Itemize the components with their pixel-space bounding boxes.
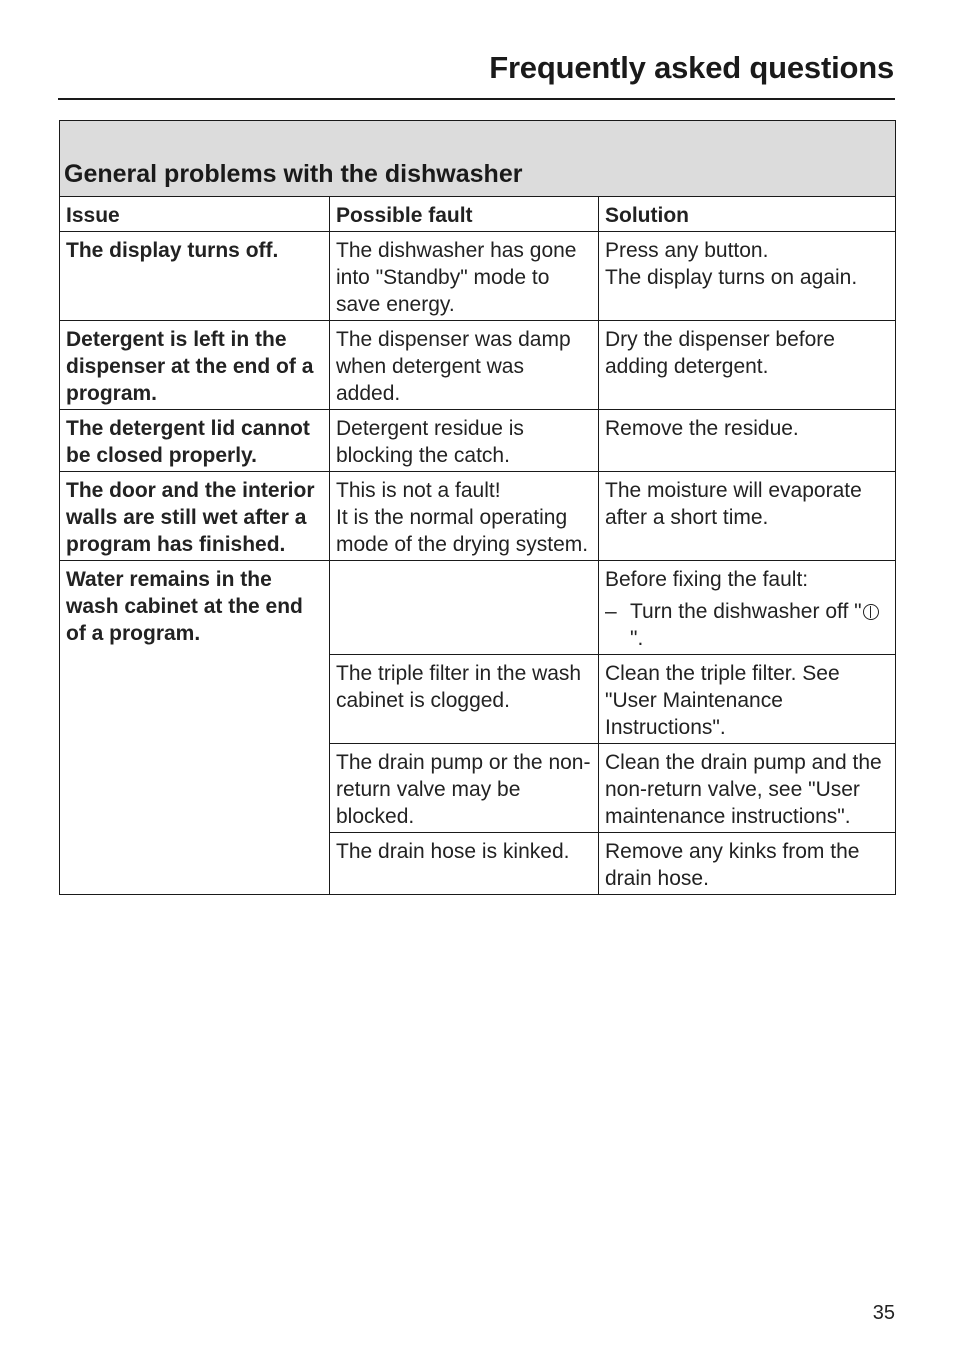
fault-cell: The triple filter in the wash cabinet is clogged.: [330, 655, 599, 744]
fault-cell: [330, 321, 599, 410]
solution-cell: [599, 232, 896, 321]
issue-cell: The door and the interior walls are still wet after a program has finished.: [60, 472, 330, 561]
fault-cell: The drain hose is kinked.: [330, 833, 599, 895]
issue-cell: Water remains in the wash cabinet at the end of a program.: [60, 561, 330, 895]
solution-text: Press any button.: [605, 239, 769, 262]
fault-cell: [330, 472, 599, 561]
solution-cell: [599, 321, 896, 410]
fault-cell: [330, 232, 599, 321]
solution-cell: Remove any kinks from the drain hose.: [599, 833, 896, 895]
power-icon: [863, 604, 879, 620]
solution-cell: [599, 561, 896, 655]
solution-cell: [599, 410, 896, 472]
fault-text: This is not a fault!: [336, 479, 501, 502]
fault-text: The dishwasher has gone into "Standby" mode to save energy.: [336, 239, 577, 316]
table-row: [60, 321, 896, 410]
issue-cell: The display turns off.: [60, 232, 330, 321]
solution-cell: Clean the drain pump and the non-return valve, see "User maintenance instructions".: [599, 744, 896, 833]
faq-table: [59, 120, 896, 895]
fault-cell: [330, 410, 599, 472]
table-row: [60, 410, 896, 472]
section-heading: General problems with the dishwasher: [60, 121, 896, 197]
page-number: 35: [872, 1302, 895, 1324]
column-header-row: [60, 197, 896, 232]
solution-cell: Clean the triple filter. See "User Maintenance Instructions".: [599, 655, 896, 744]
solution-text: Dry the dispenser before adding detergent.: [605, 328, 835, 378]
fault-text: Detergent residue is blocking the catch.: [336, 417, 524, 467]
column-header-issue: Issue: [60, 197, 330, 232]
title-divider: [58, 98, 895, 100]
solution-text: Remove the residue.: [605, 417, 799, 440]
column-header-solution: Solution: [599, 197, 896, 232]
section-header-row: [60, 121, 896, 197]
list-dash: –: [605, 600, 617, 623]
table-row: [60, 472, 896, 561]
issue-cell: Detergent is left in the dispenser at the end of a program.: [60, 321, 330, 410]
fault-text: It is the normal operating mode of the drying system.: [336, 506, 589, 556]
page-title: Frequently asked questions: [489, 50, 894, 85]
fault-text: The dispenser was damp when detergent was added.: [336, 328, 571, 405]
solution-cell: [599, 472, 896, 561]
solution-text: Before fixing the fault:: [605, 568, 809, 591]
table-row: [60, 561, 896, 655]
issue-cell: The detergent lid cannot be closed properly.: [60, 410, 330, 472]
fault-cell: The drain pump or the non-return valve may be blocked.: [330, 744, 599, 833]
column-header-fault: Possible fault: [330, 197, 599, 232]
fault-cell: [330, 561, 599, 655]
solution-item-text: Turn the dishwasher off ": [630, 600, 862, 623]
solution-text: The moisture will evaporate after a short time.: [605, 479, 862, 529]
table-row: [60, 232, 896, 321]
solution-list-item: [605, 598, 890, 652]
solution-item-end: ".: [630, 627, 644, 650]
solution-text: The display turns on again.: [605, 266, 858, 289]
